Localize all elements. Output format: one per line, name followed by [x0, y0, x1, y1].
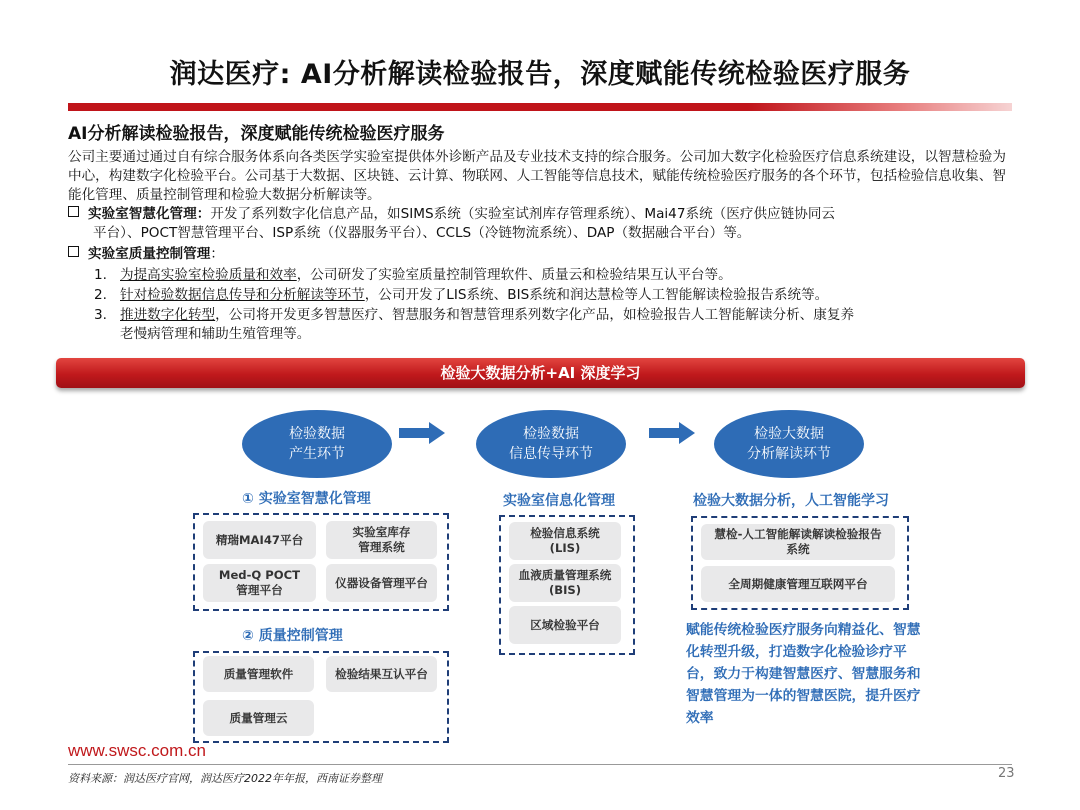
platform-item: 质量管理云: [203, 700, 314, 736]
page-title: 润达医疗: AI分析解读检验报告，深度赋能传统检验医疗服务: [169, 59, 911, 90]
website-link[interactable]: www.swsc.com.cn: [68, 741, 206, 760]
checkbox-bullet-icon: [68, 206, 79, 217]
item-emphasis: 推进数字化转型: [120, 307, 216, 323]
item-number: 2.: [94, 287, 107, 303]
right-arrow-icon: [399, 422, 445, 444]
platform-item: 检验结果互认平台: [326, 656, 437, 692]
platform-item: Med-Q POCT 管理平台: [203, 564, 316, 602]
quality-control-heading: ② 质量控制管理: [242, 628, 343, 644]
item-text-cont: 老慢病管理和辅助生殖管理等。: [120, 326, 311, 342]
platform-item: 血液质量管理系统 (BIS): [509, 564, 621, 602]
footer-divider: [68, 764, 1012, 765]
platform-item: 检验信息系统 (LIS): [509, 522, 621, 560]
stage-ellipse: [476, 410, 626, 478]
item-emphasis: 为提高实验室检验质量和效率: [120, 267, 297, 283]
stage-label: 检验数据: [523, 426, 579, 442]
numbered-item: [94, 306, 1016, 344]
lab-info-heading: 实验室信息化管理: [503, 493, 615, 509]
stage-label: 检验大数据: [754, 426, 824, 442]
right-arrow-icon: [649, 422, 695, 444]
item-number: 1.: [94, 267, 107, 283]
item-text: ，公司研发了实验室质量控制管理软件、质量云和检验结果互认平台等。: [296, 267, 732, 283]
item-emphasis: 针对检验数据信息传导和分析解读等环节: [120, 287, 365, 303]
numbered-item: [94, 266, 1016, 285]
checkbox-bullet-icon: [68, 246, 79, 257]
bullet-text: ：: [210, 246, 224, 262]
stage-label: 分析解读环节: [747, 446, 831, 462]
bullet-text-cont: 平台）、POCT智慧管理平台、ISP系统（仪器服务平台）、CCLS（冷链物流系统）、DAP（数据融合平台）等。: [93, 225, 751, 241]
stage-label: 产生环节: [289, 446, 345, 462]
stage-label: 检验数据: [289, 426, 345, 442]
platform-item: 全周期健康管理互联网平台: [701, 566, 895, 602]
title-underline: [68, 103, 1012, 111]
item-text: ，公司开发了LIS系统、BIS系统和润达慧检等人工智能解读检验报告系统等。: [364, 287, 829, 303]
bullet-item: [68, 205, 1018, 243]
section-subtitle: AI分析解读检验报告，深度赋能传统检验医疗服务: [68, 124, 445, 144]
bullet-text: 开发了系列数字化信息产品，如SIMS系统（实验室试剂库存管理系统）、Mai47系统（医疗供应链协同云: [210, 206, 836, 222]
platform-item: 实验室库存 管理系统: [326, 521, 437, 559]
platform-item: 慧检-人工智能解读解读检验报告 系统: [701, 524, 895, 560]
platform-item: 仪器设备管理平台: [326, 564, 437, 602]
source-note: 资料来源：润达医疗官网，润达医疗2022年年报，西南证券整理: [68, 772, 382, 785]
platform-item: 质量管理软件: [203, 656, 314, 692]
item-text: ，公司将开发更多智慧医疗、智慧服务和智慧管理系列数字化产品，如检验报告人工智能解读分析、康复养: [215, 307, 855, 323]
diagram-banner: 检验大数据分析+AI 深度学习: [56, 358, 1025, 388]
summary-text: 赋能传统检验医疗服务向精益化、智慧化转型升级，打造数字化检验诊疗平台，致力于构建智慧医疗、智慧服务和智慧管理为一体的智慧医院，提升医疗效率: [686, 622, 921, 726]
platform-item: 区域检验平台: [509, 606, 621, 644]
platform-item: 精瑞MAI47平台: [203, 521, 316, 559]
numbered-item: [94, 286, 1016, 305]
stage-label: 信息传导环节: [509, 446, 593, 462]
big-data-heading: 检验大数据分析，人工智能学习: [693, 493, 889, 509]
bullet-label: 实验室智慧化管理：: [88, 206, 211, 222]
item-number: 3.: [94, 307, 107, 323]
stage-ellipse: [242, 410, 392, 478]
bullet-label: 实验室质量控制管理: [88, 246, 211, 262]
stage-ellipse: [714, 410, 864, 478]
smart-lab-heading: ① 实验室智慧化管理: [242, 491, 371, 507]
bullet-item: [68, 245, 1018, 264]
intro-paragraph: 公司主要通过通过自有综合服务体系向各类医学实验室提供体外诊断产品及专业技术支持的综合服务。公司加大数字化检验医疗信息系统建设，以智慧检验为中心，构建数字化检验平台。公司基于大数据、区块链、云计算、物联网、人工智能等信息技术，赋能传统检验医疗服务的各个环节，包括检验信息收集、智能化管理、质量控制管理和检验大数据分析解读等。: [68, 149, 1006, 203]
page-number: 23: [998, 766, 1015, 781]
